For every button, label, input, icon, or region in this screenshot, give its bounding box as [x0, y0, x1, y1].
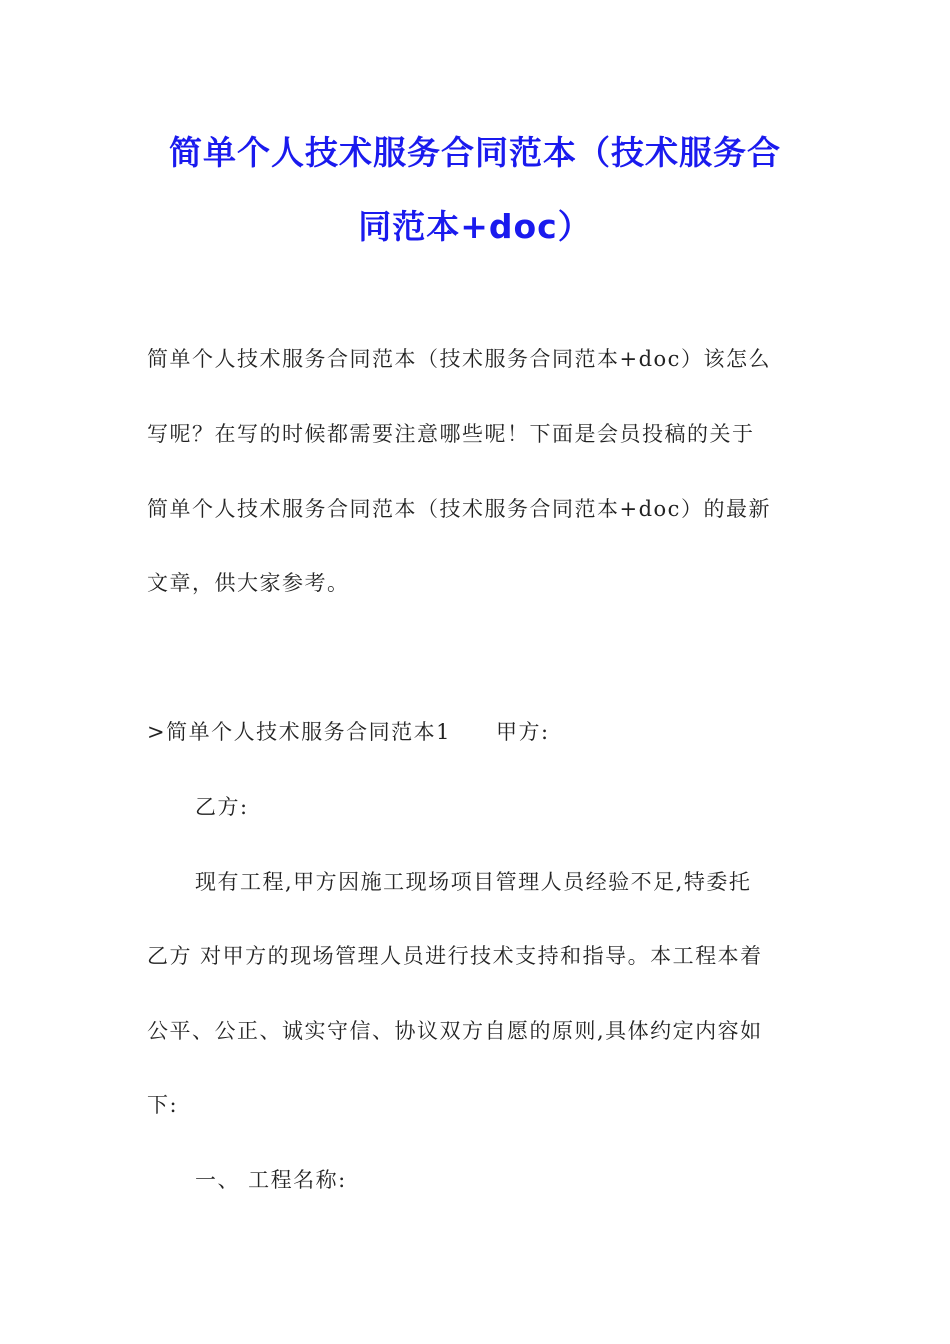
- body-line-3: 公平、公正、诚实守信、协议双方自愿的原则,具体约定内容如: [147, 1019, 763, 1043]
- intro-line-3: 简单个人技术服务合同范本（技术服务合同范本+doc）的最新: [147, 497, 771, 521]
- intro-line-1: 简单个人技术服务合同范本（技术服务合同范本+doc）该怎么: [147, 347, 771, 371]
- document-title-line-2: 同范本+doc）: [358, 207, 592, 246]
- document-title-line-1: 简单个人技术服务合同范本（技术服务合: [169, 133, 781, 172]
- section-heading: >简单个人技术服务合同范本1 甲方:: [147, 720, 550, 744]
- body-line-2: 乙方 对甲方的现场管理人员进行技术支持和指导。本工程本着: [147, 944, 763, 968]
- party-b-label: 乙方:: [195, 795, 249, 819]
- intro-line-4: 文章，供大家参考。: [147, 571, 350, 595]
- intro-line-2: 写呢？在写的时候都需要注意哪些呢！下面是会员投稿的关于: [147, 422, 755, 446]
- item-1-project-name: 一、 工程名称:: [195, 1168, 347, 1192]
- body-line-1: 现有工程,甲方因施工现场项目管理人员经验不足,特委托: [195, 870, 752, 894]
- body-line-4: 下:: [147, 1093, 179, 1117]
